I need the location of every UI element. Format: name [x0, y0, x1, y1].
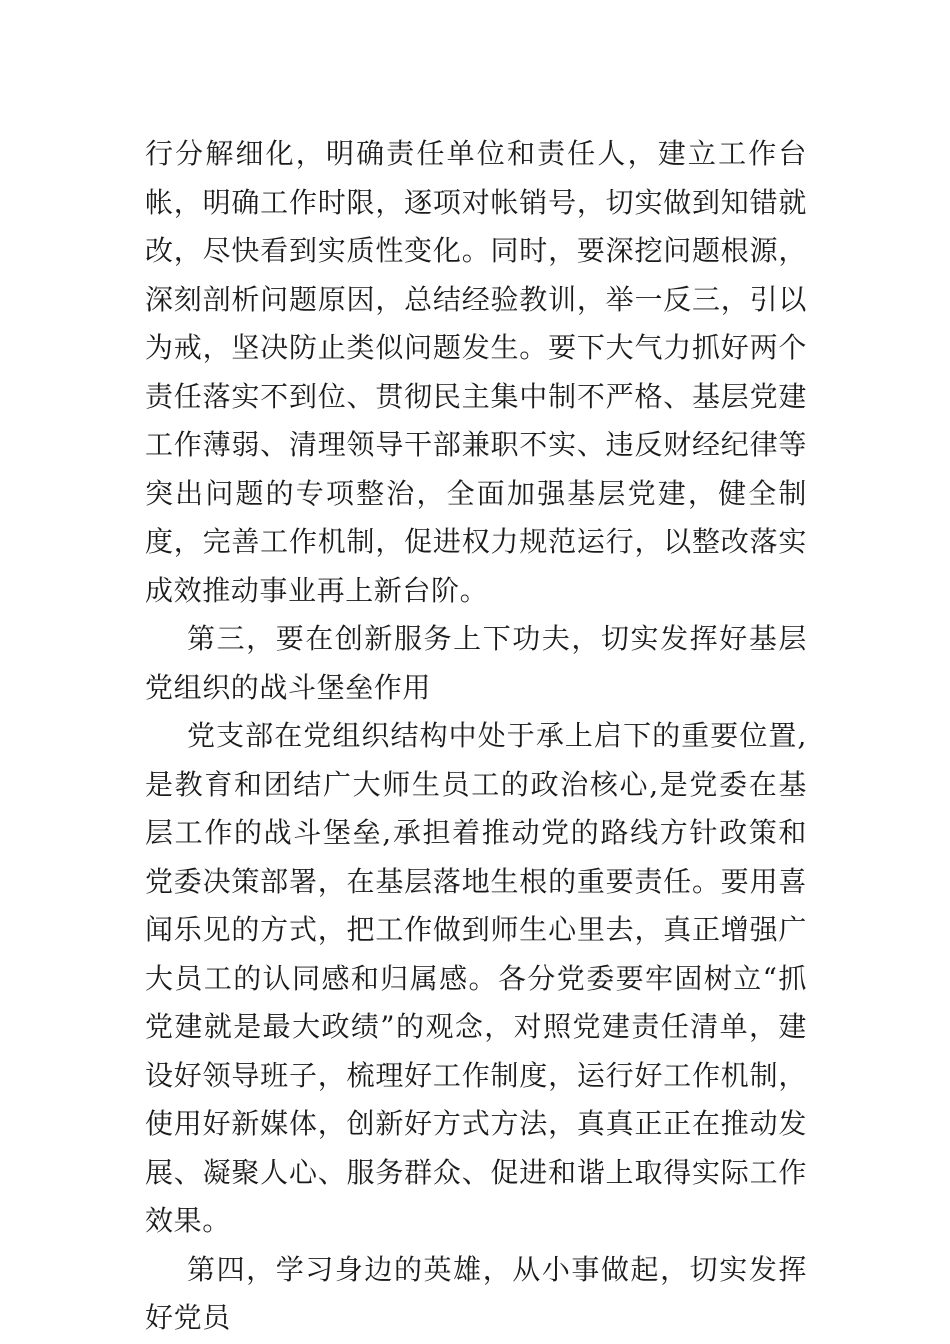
paragraph-party-branch: 党支部在党组织结构中处于承上启下的重要位置,是教育和团结广大师生员工的政治核心,是党委在基层工作的战斗堡垒,承担着推动党的路线方针政策和党委决策部署，在基层落地生根的重要责任。要用喜闻乐见的方式，把工作做到师生心里去，真正增强广大员工的认同感和归属感。各分党委要牢固树立“抓党建就是最大政绩”的观念，对照党建责任清单，建设好领导班子，梳理好工作制度，运行好工作机制，使用好新媒体，创新好方式方法，真真正正在推动发展、凝聚人心、服务群众、促进和谐上取得实际工作效果。 [145, 719, 807, 1237]
paragraph-continuation: 行分解细化，明确责任单位和责任人，建立工作台帐，明确工作时限，逐项对帐销号，切实做到知错就改，尽快看到实质性变化。同时，要深挖问题根源，深刻剖析问题原因，总结经验教训，举一反三，引以为戒，坚决防止类似问题发生。要下大气力抓好两个责任落实不到位、贯彻民主集中制不严格、基层党建工作薄弱、清理领导干部兼职不实、违反财经纪律等突出问题的专项整治，全面加强基层党建，健全制度，完善工作机制，促进权力规范运行，以整改落实成效推动事业再上新台阶。 [145, 137, 807, 607]
paragraph-heading-fourth: 第四，学习身边的英雄，从小事做起，切实发挥好党员 [145, 1252, 807, 1334]
document-page [145, 130, 807, 1343]
paragraph-heading-third: 第三，要在创新服务上下功夫，切实发挥好基层党组织的战斗堡垒作用 [145, 622, 807, 704]
